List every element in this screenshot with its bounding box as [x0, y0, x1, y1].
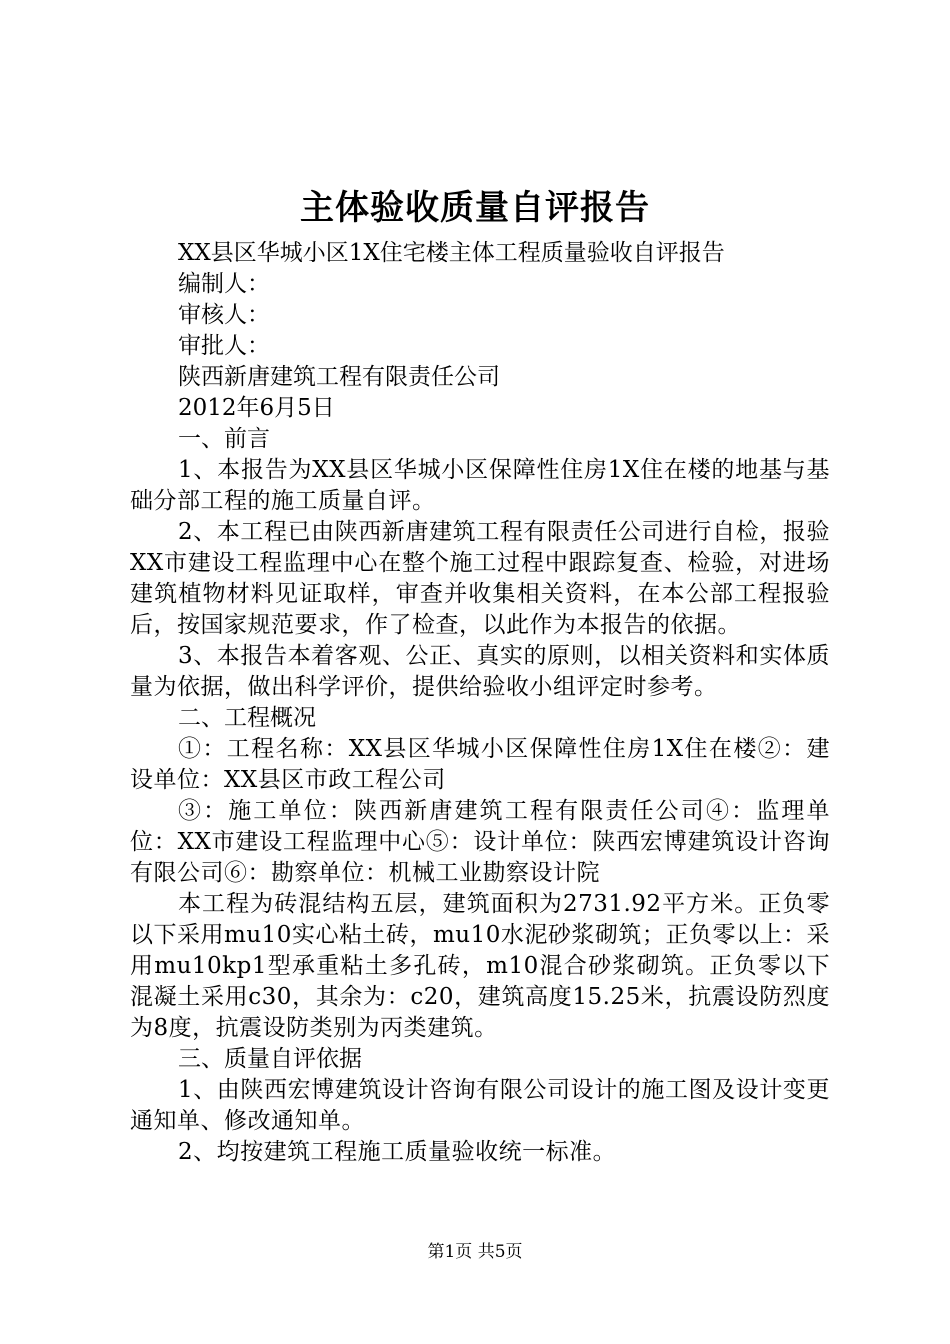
compiler-field: 编制人： [178, 271, 270, 297]
section-paragraph: 1、本报告为XX县区华城小区保障性住房1X住在楼的地基与基础分部工程的施工质量自评。 [130, 457, 830, 514]
section-paragraph: 2、均按建筑工程施工质量验收统一标准。 [178, 1139, 617, 1165]
company-name: 陕西新唐建筑工程有限责任公司 [178, 364, 500, 390]
page-footer: 第1页 共5页 [427, 1242, 523, 1262]
section-heading: 二、工程概况 [178, 705, 316, 731]
report-date: 2012年6月5日 [178, 395, 335, 421]
section-heading: 三、质量自评依据 [178, 1046, 362, 1072]
section-paragraph: ③：施工单位：陕西新唐建筑工程有限责任公司④：监理单位：XX市建设工程监理中心⑤：设计单位：陕西宏博建筑设计咨询有限公司⑥：勘察单位：机械工业勘察设计院 [130, 798, 830, 886]
reviewer-field: 审核人： [178, 302, 270, 328]
document-body [130, 238, 830, 1168]
section-paragraph: ①：工程名称：XX县区华城小区保障性住房1X住在楼②：建设单位：XX县区市政工程公司 [130, 736, 830, 793]
document-title: 主体验收质量自评报告 [300, 188, 650, 228]
report-subtitle: XX县区华城小区1X住宅楼主体工程质量验收自评报告 [178, 240, 725, 266]
section-paragraph: 3、本报告本着客观、公正、真实的原则，以相关资料和实体质量为依据，做出科学评价，提供给验收小组评定时参考。 [130, 643, 830, 700]
section-paragraph: 2、本工程已由陕西新唐建筑工程有限责任公司进行自检，报验XX市建设工程监理中心在整个施工过程中跟踪复查、检验，对进场建筑植物材料见证取样，审查并收集相关资料，在本公部工程报验后，按国家规范要求，作了检查，以此作为本报告的依据。 [130, 519, 830, 638]
section-paragraph: 本工程为砖混结构五层，建筑面积为2731.92平方米。正负零以下采用mu10实心粘土砖，mu10水泥砂浆砌筑；正负零以上：采用mu10kp1型承重粘土多孔砖，m10混合砂浆砌筑。正负零以下混凝土采用c30，其余为：c20，建筑高度15.25米，抗震设防烈度为8度，抗震设防类别为丙类建筑。 [130, 891, 830, 1041]
approver-field: 审批人： [178, 333, 270, 359]
section-heading: 一、前言 [178, 426, 270, 452]
section-paragraph: 1、由陕西宏博建筑设计咨询有限公司设计的施工图及设计变更通知单、修改通知单。 [130, 1077, 830, 1134]
